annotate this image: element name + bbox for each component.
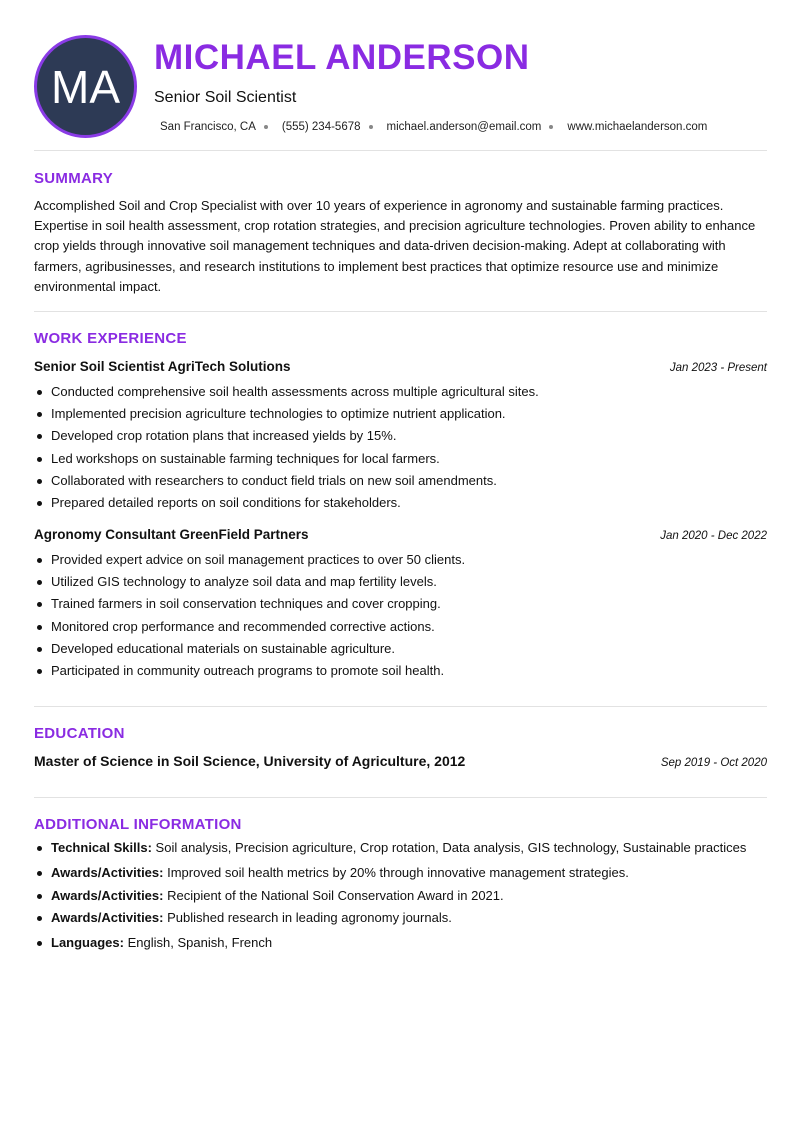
- candidate-role: Senior Soil Scientist: [154, 89, 297, 106]
- contact-phone: (555) 234-5678: [281, 121, 361, 133]
- list-item: Led workshops on sustainable farming techniques for local farmers.: [34, 448, 767, 470]
- list-item: Trained farmers in soil conservation techniques and cover cropping.: [34, 593, 767, 615]
- item-text: Soil analysis, Precision agriculture, Crop rotation, Data analysis, GIS technology, Sustainable practices: [155, 840, 747, 855]
- list-item: [34, 888, 767, 910]
- avatar-initials: MA: [51, 60, 120, 113]
- separator-dot-icon: [264, 125, 268, 129]
- list-item: Participated in community outreach programs to promote soil health.: [34, 660, 767, 682]
- avatar: [34, 35, 137, 138]
- list-item: [34, 910, 767, 935]
- job-header: [34, 527, 767, 542]
- work-experience-heading: WORK EXPERIENCE: [34, 330, 187, 347]
- list-item: Implemented precision agriculture technologies to optimize nutrient application.: [34, 403, 767, 425]
- item-label: Awards/Activities:: [51, 888, 164, 903]
- list-item: [34, 865, 767, 888]
- job-header: [34, 359, 767, 374]
- separator-dot-icon: [549, 125, 553, 129]
- list-item: Utilized GIS technology to analyze soil data and map fertility levels.: [34, 571, 767, 593]
- item-label: Languages:: [51, 935, 124, 950]
- list-item: Monitored crop performance and recommended corrective actions.: [34, 616, 767, 638]
- list-item: [34, 840, 767, 865]
- education-heading: EDUCATION: [34, 725, 125, 742]
- item-text: English, Spanish, French: [127, 935, 273, 950]
- additional-info-heading: ADDITIONAL INFORMATION: [34, 816, 242, 833]
- item-text: Improved soil health metrics by 20% through innovative management strategies.: [167, 865, 629, 880]
- divider: [34, 706, 767, 707]
- item-label: Technical Skills:: [51, 840, 152, 855]
- contact-location: San Francisco, CA: [160, 121, 256, 133]
- job-dates: Jan 2020 - Dec 2022: [660, 530, 767, 542]
- degree-title: Master of Science in Soil Science, University of Agriculture, 2012: [34, 753, 466, 769]
- item-text: Published research in leading agronomy journals.: [167, 910, 452, 925]
- item-text: Recipient of the National Soil Conservation Award in 2021.: [167, 888, 504, 903]
- list-item: Developed educational materials on sustainable agriculture.: [34, 638, 767, 660]
- summary-text: Accomplished Soil and Crop Specialist with over 10 years of experience in agronomy and sustainable farming practices. Expertise in soil health assessment, crop rotation strategies, and precision agriculture technologies. Proven ability to enhance crop yields through innovative soil management techniques and data-driven decision-making. Adept at collaborating with farmers, agribusinesses, and research institutions to implement best practices that optimize resource use and minimize environmental impact.: [34, 198, 756, 294]
- job-bullets: [34, 549, 767, 682]
- education-dates: Sep 2019 - Oct 2020: [660, 757, 767, 769]
- contact-email[interactable]: michael.anderson@email.com: [386, 121, 542, 133]
- list-item: Collaborated with researchers to conduct field trials on new soil amendments.: [34, 470, 767, 492]
- job-title: Senior Soil Scientist AgriTech Solutions: [34, 359, 291, 374]
- candidate-name: MICHAEL ANDERSON: [154, 38, 530, 77]
- divider: [34, 797, 767, 798]
- divider: [34, 311, 767, 312]
- education-entry: [34, 753, 767, 769]
- item-label: Awards/Activities:: [51, 865, 164, 880]
- contact-website[interactable]: www.michaelanderson.com: [567, 121, 708, 133]
- additional-info-list: [34, 840, 767, 957]
- contact-line: [160, 121, 760, 133]
- list-item: Developed crop rotation plans that increased yields by 15%.: [34, 425, 767, 447]
- job-dates: Jan 2023 - Present: [669, 362, 767, 374]
- separator-dot-icon: [369, 125, 373, 129]
- job-bullets: [34, 381, 767, 514]
- item-label: Awards/Activities:: [51, 910, 164, 925]
- list-item: Provided expert advice on soil management practices to over 50 clients.: [34, 549, 767, 571]
- list-item: Conducted comprehensive soil health assessments across multiple agricultural sites.: [34, 381, 767, 403]
- job-title: Agronomy Consultant GreenField Partners: [34, 527, 309, 542]
- list-item: Prepared detailed reports on soil conditions for stakeholders.: [34, 492, 767, 514]
- summary-heading: SUMMARY: [34, 170, 114, 187]
- list-item: [34, 935, 767, 957]
- divider: [34, 150, 767, 151]
